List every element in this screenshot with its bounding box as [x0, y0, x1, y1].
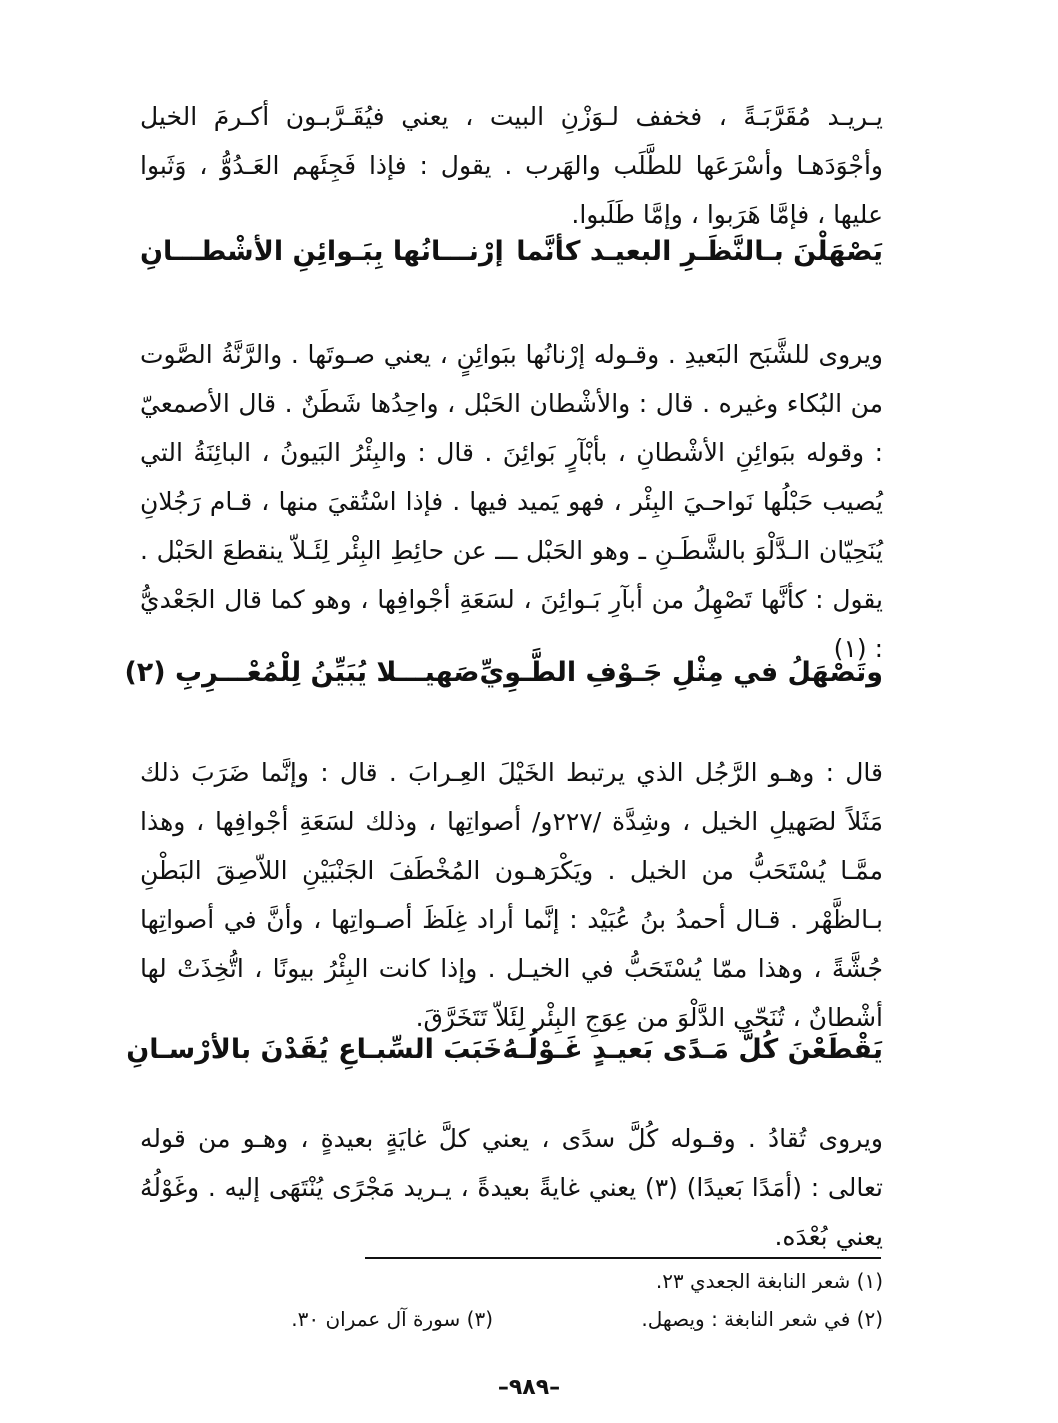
verse-2-second-hemistich: صَهيـــلا يُبَيِّنُ لِلْمُعْـــرِبِ (٢) [124, 657, 480, 688]
paragraph-4: ويروى تُقادُ . وقـوله كُلَّ سدًى ، يعني كلَّ غايَةٍ بعيدةٍ ، وهـو من قوله تعالى : (أمَدًا بَعيدًا) (٣) يعني غايةً بعيدةً ، يـريد مَجْرًى يُنْتَهَى إليه . وغَوْلُهُ يعني بُعْدَه. [140, 1124, 883, 1251]
paragraph-2: ويروى للشَّبَح البَعيدِ . وقـوله إرْنانُها ببَوائِنٍ ، يعني صـوتَها . والرَّنَّةُ الصَّوت من البُكاء وغيره . قال : والأشْطان الحَبْل ، واحِدُها شَطَنٌ . قال الأصمعيّ : وقوله ببَوائِنِ الأشْطانِ ، بأبْآرٍ بَوائِنَ . قال : والبِئْرُ البَيونُ ، البائِنَةُ التي يُصيب حَبْلُها نَواحـيَ البِئْر ، فهو يَميد فيها . فإذا اسْتُقيَ منها ، قـام رَجُلانِ يُنَحِيّان الـدَّلْوَ بالشَّطَـنِ ـ وهو الحَبْل ـــ عن حائِطِ البِئْر لِئَـلاّ ينقطعَ الحَبْل . يقول : كأنَّها تَصْهِلُ من أبآرِ بَـوائِنَ ، لسَعَةِ أجْوافِها ، وهو كما قال الجَعْديُّ : (١) [140, 340, 883, 663]
verse-1-second-hemistich: إرْنـــانُها بِبَـوائِنِ الأشْطـــانِ [140, 236, 504, 267]
verse-1 [140, 232, 883, 272]
footnote-separator [365, 1257, 881, 1259]
verse-1-first-hemistich: يَصْهَلْنَ بـالنَّظَـرِ البعيـد كأنَّما [516, 236, 883, 267]
paragraph-1: يـريـد مُقَرَّبَـةً ، فخفف لـوَزْنِ البيت ، يعني فيُقَـرَّبـون أكـرمَ الخيل وأجْوَدَهـا وأسْرَعَها للطَّلَب والهَرب . يقول : فإذا فَجِئَهم العَـدُوُّ ، وَثَبوا عليها ، فإمَّا هَرَبوا ، وإمَّا طَلَبوا. [140, 102, 883, 229]
verse-2-first-hemistich: وتَصْهَلُ في مِثْلِ جَـوْفِ الطَّـوِيِّ [479, 657, 883, 688]
footnote-3: (٣) سورة آل عمران ٣٠. [291, 1307, 493, 1331]
verse-3 [126, 1030, 883, 1070]
verse-3-second-hemistich: خَبَبَ السِّبـاعِ يُقَدْنَ بالأرْسـانِ [126, 1034, 503, 1065]
paragraph-2-block [140, 330, 883, 673]
verse-2 [124, 653, 883, 693]
paragraph-3-block [140, 748, 883, 1042]
paragraph-3: قال : وهـو الرَّجُل الذي يرتبط الخَيْلَ العِـرابَ . قال : وإنَّما ضَرَبَ ذلك مَثَلاً لصَهيلِ الخيل ، وشِدَّة /٢٢٧و/ أصواتِها ، وذلك لسَعَةِ أجْوافِها ، وهذا ممَّـا يُسْتَحَبُّ من الخيل . ويَكْرَهـون المُخْطَفَ الجَنْبَيْنِ اللاّصِقَ البَطْنِ بـالظَّهْر . قـال أحمدُ بنُ عُبَيْد : إنَّما أراد غِلَظَ أصـواتِها ، وأنَّ في أصواتِها جُشَّةً ، وهذا ممّا يُسْتَحَبُّ في الخيـل . وإذا كانت البِئْرُ بيونًا ، اتُّخِذَتْ لها أشْطانٌ ، تُنَحّي الدَّلْوَ من عِوَجِ البِئْر لِئَلاّ تَتَخَرَّقَ. [140, 758, 883, 1032]
paragraph-1-block [140, 92, 883, 239]
footnote-1: (١) شعر النابغة الجعدي ٢٣. [655, 1269, 883, 1293]
page-number: –٩٨٩– [497, 1375, 561, 1400]
paragraph-4-block [140, 1114, 883, 1261]
verse-3-first-hemistich: يَقْطَعْنَ كُلَّ مَـدًى بَعيـدٍ غَـوْلُـهُ [502, 1034, 883, 1065]
footnote-2: (٢) في شعر النابغة : ويصهل. [641, 1307, 883, 1331]
